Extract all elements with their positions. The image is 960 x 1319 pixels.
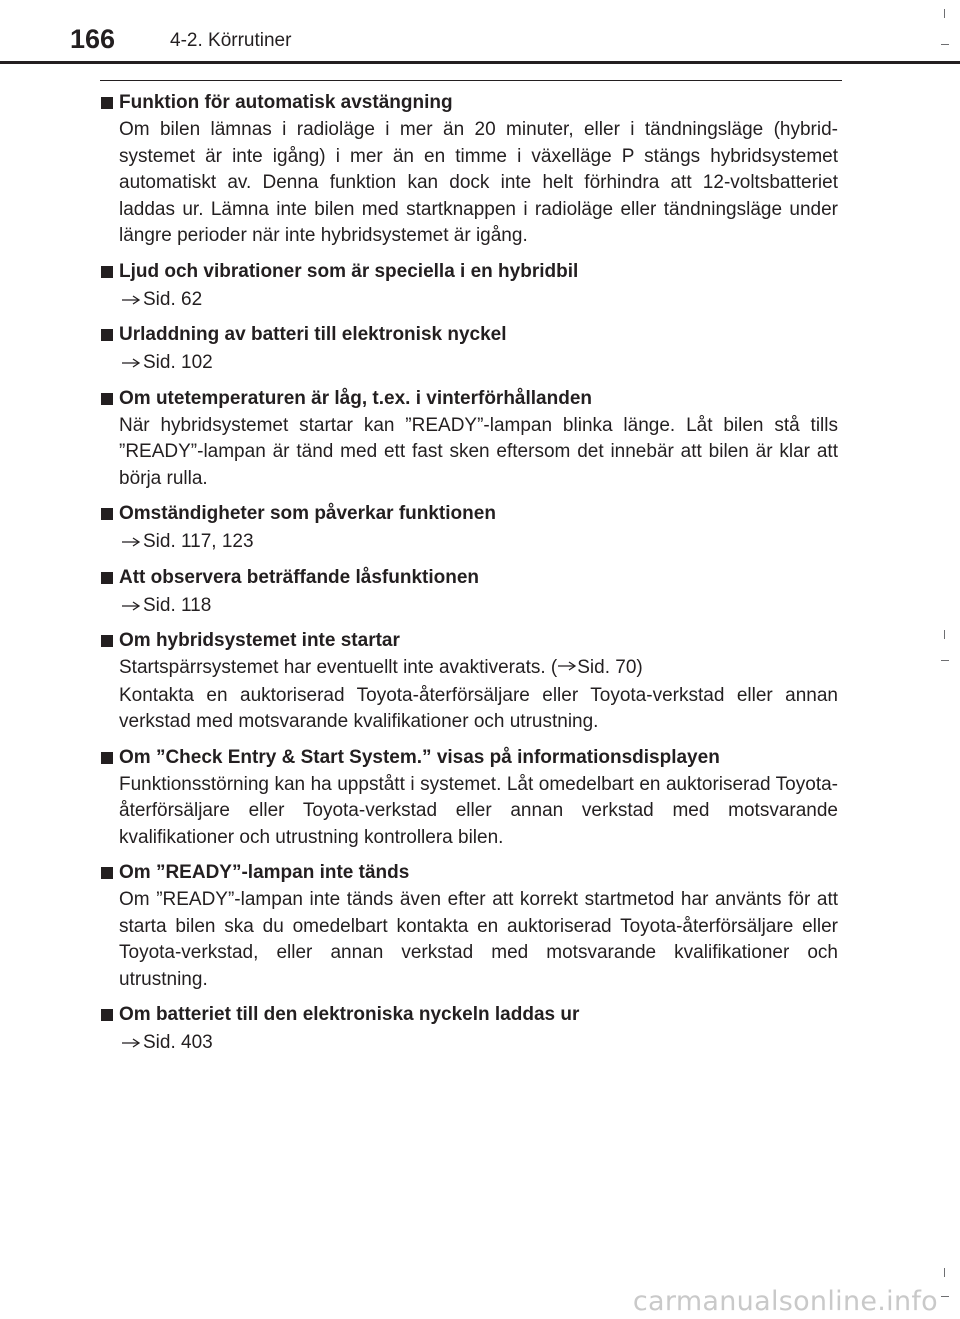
arrow-right-icon (121, 295, 141, 305)
page-number: 166 (70, 24, 116, 54)
square-bullet-icon (101, 635, 113, 647)
section-heading: Omständigheter som påverkar funktionen (101, 501, 838, 527)
section-lock-function (101, 565, 838, 620)
section-key-battery-drain (101, 322, 838, 377)
section-circumstances (101, 501, 838, 556)
square-bullet-icon (101, 266, 113, 278)
page-reference-link[interactable]: Sid. 62 (121, 287, 838, 314)
page-reference-link[interactable]: Sid. 102 (121, 350, 838, 377)
square-bullet-icon (101, 867, 113, 879)
arrow-right-icon (121, 601, 141, 611)
square-bullet-icon (101, 97, 113, 109)
square-bullet-icon (101, 329, 113, 341)
section-check-entry (101, 745, 838, 852)
watermark: carmanualsonline.info (632, 1286, 938, 1317)
crop-mark (944, 630, 945, 639)
crop-mark (941, 1296, 949, 1297)
section-paragraph: Om bilen lämnas i radioläge i mer än 20 minuter, eller i tändningsläge (hybridsystemet är inte igång) i mer än en timme i växelläge P stängs hybridsystemet automatiskt av. Denna funktion kan dock inte helt förhindra att 12-voltsbatteriet laddas ur. Lämna inte bilen med startknappen i radioläge eller tändningsläge under längre perioder när inte hybridsystemet är igång. (119, 119, 838, 246)
square-bullet-icon (101, 752, 113, 764)
section-heading: Funktion för automatisk avstängning (101, 90, 838, 116)
section-paragraph: Funktionsstörning kan ha uppstått i systemet. Låt omedelbart en auktoriserad Toyota-återförsäljare eller Toyota-verkstad eller annan verkstad med motsvarande kvalifikationer och utrustning kontrollera bilen. (119, 773, 838, 848)
section-low-temperature (101, 386, 838, 493)
square-bullet-icon (101, 393, 113, 405)
header-rule (0, 61, 960, 64)
crop-mark (944, 1268, 945, 1277)
section-paragraph: Om ”READY”-lampan inte tänds även efter att korrekt startmetod har använts för att starta bilen ska du omedelbart kontakta en auktoriserad Toyota-återförsäljare eller Toyota-verkstad, eller annan verkstad med motsvarande kvalifikationer och utrustning. (119, 889, 838, 990)
section-paragraph: Startspärrsystemet har eventuellt inte avaktiverats. ( Sid. 70) (119, 657, 643, 678)
section-heading: Om utetemperaturen är låg, t.ex. i vinterförhållanden (101, 386, 838, 412)
square-bullet-icon (101, 1009, 113, 1021)
page-reference-link[interactable]: Sid. 118 (121, 593, 838, 620)
section-ready-lamp (101, 860, 838, 993)
section-paragraph: När hybridsystemet startar kan ”READY”-lampan blinka länge. Låt bilen stå tills ”READY”-lampan är tänd med ett fast sken eftersom det innebär att bilen är klar att börja rulla. (119, 414, 838, 489)
content (101, 90, 838, 1066)
crop-mark (941, 44, 949, 45)
section-heading: Om batteriet till den elektroniska nyckeln laddas ur (101, 1002, 838, 1028)
page-reference-link[interactable]: Sid. 403 (121, 1030, 838, 1057)
section-not-starting (101, 628, 838, 736)
section-heading: Om ”READY”-lampan inte tänds (101, 860, 838, 886)
crop-mark (941, 660, 949, 661)
section-title: 4-2. Körrutiner (170, 30, 292, 51)
square-bullet-icon (101, 572, 113, 584)
section-paragraph: Kontakta en auktoriserad Toyota-återförsäljare eller Toyota-verkstad eller annan verkstad med motsvarande kvalifikationer och utrustning. (119, 684, 838, 732)
page-reference-link[interactable]: Sid. 117, 123 (121, 529, 838, 556)
section-hybrid-sounds (101, 259, 838, 314)
section-auto-shutoff (101, 90, 838, 250)
arrow-right-icon (121, 358, 141, 368)
content-rule (100, 80, 842, 81)
section-heading: Att observera beträffande låsfunktionen (101, 565, 838, 591)
section-heading: Om hybridsystemet inte startar (101, 628, 838, 654)
section-heading: Om ”Check Entry & Start System.” visas på informationsdisplayen (101, 745, 838, 771)
arrow-right-icon (121, 1038, 141, 1048)
arrow-right-icon (121, 537, 141, 547)
section-heading: Ljud och vibrationer som är speciella i en hybridbil (101, 259, 838, 285)
crop-mark (944, 9, 945, 18)
square-bullet-icon (101, 508, 113, 520)
arrow-right-icon (557, 661, 577, 671)
page-reference-link[interactable]: Sid. 70) (577, 657, 643, 678)
section-key-battery (101, 1002, 838, 1057)
section-heading: Urladdning av batteri till elektronisk nyckel (101, 322, 838, 348)
